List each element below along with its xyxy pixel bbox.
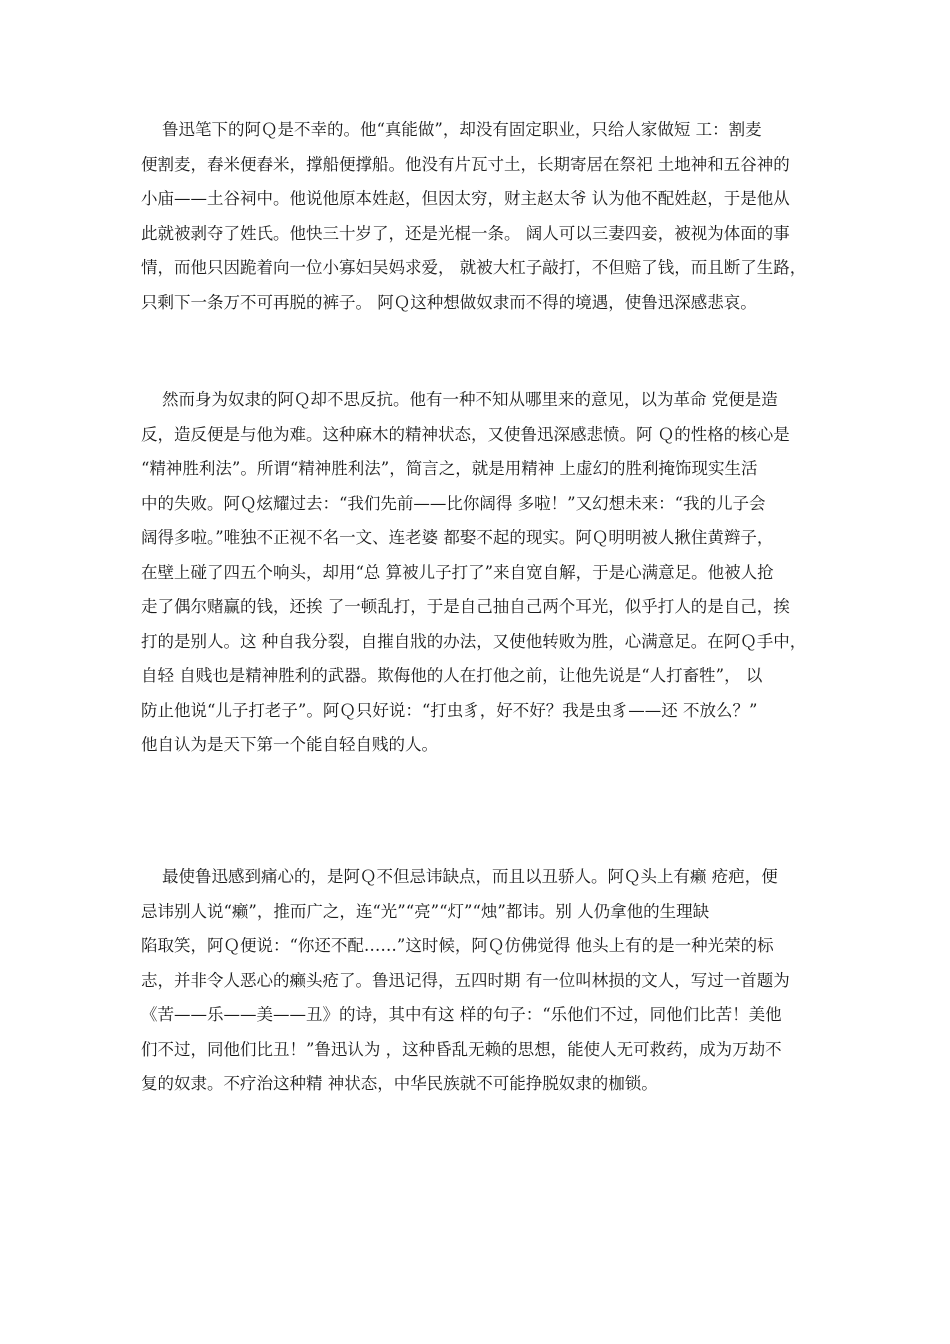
text-line: 《苦——乐——美——丑》的诗，其中有这 样的句子：“乐他们不过，同他们比苦！美他	[141, 1005, 782, 1024]
text-line: 防止他说“儿子打老子”。阿Ｑ只好说：“打虫豸，好不好？我是虫豸——还 不放么？”	[141, 700, 758, 720]
text-line: 中的失败。阿Ｑ炫耀过去：“我们先前——比你阔得 多啦！”又幻想未来：“我的儿子会	[141, 493, 766, 513]
text-line: 此就被剥夺了姓氏。他快三十岁了，还是光棍一条。 阔人可以三妻四妾，被视为体面的事	[141, 223, 790, 243]
text-line: 小庙——土谷祠中。他说他原本姓赵，但因太穷，财主赵太爷 认为他不配姓赵，于是他从	[141, 189, 790, 208]
text-line: 最使鲁迅感到痛心的，是阿Ｑ不但忌讳缺点，而且以丑骄人。阿Ｑ头上有癞 疮疤，便	[141, 867, 778, 886]
text-line: 忌讳别人说“癞”，推而广之，连“光”“亮”“灯”“烛”都讳。别 人仍拿他的生理缺	[141, 901, 710, 921]
text-line: 在壁上碰了四五个响头，却用“总 算被儿子打了”来自宽自解，于是心满意足。他被人抢	[141, 562, 774, 582]
text-line: 情，而他只因跪着向一位小寡妇吴妈求爱， 就被大杠子敲打，不但赔了钱，而且断了生路，	[141, 258, 807, 277]
paragraph-1	[141, 113, 821, 320]
text-line: 打的是别人。这 种自我分裂，自摧自戕的办法，又使他转败为胜，心满意足。在阿Ｑ手中，	[141, 631, 807, 651]
text-line: 他自认为是天下第一个能自轻自贱的人。	[141, 735, 438, 754]
paragraph-2	[141, 383, 821, 763]
text-line: 志，并非令人恶心的癞头疮了。鲁迅记得，五四时期 有一位叫林损的文人，写过一首题为	[141, 970, 790, 990]
text-line: 陷取笑，阿Ｑ便说：“你还不配……”这时候，阿Ｑ仿佛觉得 他头上有的是一种光荣的标	[141, 936, 774, 955]
text-line: 复的奴隶。不疗治这种精 神状态，中华民族就不可能挣脱奴隶的枷锁。	[141, 1074, 658, 1093]
text-line: 鲁迅笔下的阿Ｑ是不幸的。他“真能做”，却没有固定职业，只给人家做短 工：割麦	[141, 120, 762, 139]
text-line: 只剩下一条万不可再脱的裤子。 阿Ｑ这种想做奴隶而不得的境遇，使鲁迅深感悲哀。	[141, 292, 757, 312]
text-line: 反，造反便是与他为难。这种麻木的精神状态，又使鲁迅深感悲愤。阿 Ｑ的性格的核心是	[141, 424, 790, 444]
text-line: 们不过，同他们比丑！”鲁迅认为 ，这种昏乱无赖的思想，能使人无可救药，成为万劫不	[141, 1039, 782, 1059]
text-line: “精神胜利法”。所谓“精神胜利法”，简言之，就是用精神 上虚幻的胜利掩饰现实生活	[141, 459, 758, 478]
text-line: 阔得多啦。”唯独不正视不名一文、连老婆 都娶不起的现实。阿Ｑ明明被人揪住黄辫子，	[141, 528, 774, 547]
text-line: 自轻 自贱也是精神胜利的武器。欺侮他的人在打他之前，让他先说是“人打畜牲”， 以	[141, 666, 763, 685]
text-line: 然而身为奴隶的阿Ｑ却不思反抗。他有一种不知从哪里来的意见，以为革命 党便是造	[141, 390, 778, 409]
paragraph-3	[141, 860, 821, 1102]
text-line: 走了偶尔赌赢的钱，还挨 了一顿乱打，于是自己抽自己两个耳光，似乎打人的是自己，挨	[141, 597, 790, 616]
text-line: 便割麦，舂米便舂米，撑船便撑船。他没有片瓦寸土，长期寄居在祭祀 土地神和五谷神的	[141, 154, 790, 174]
